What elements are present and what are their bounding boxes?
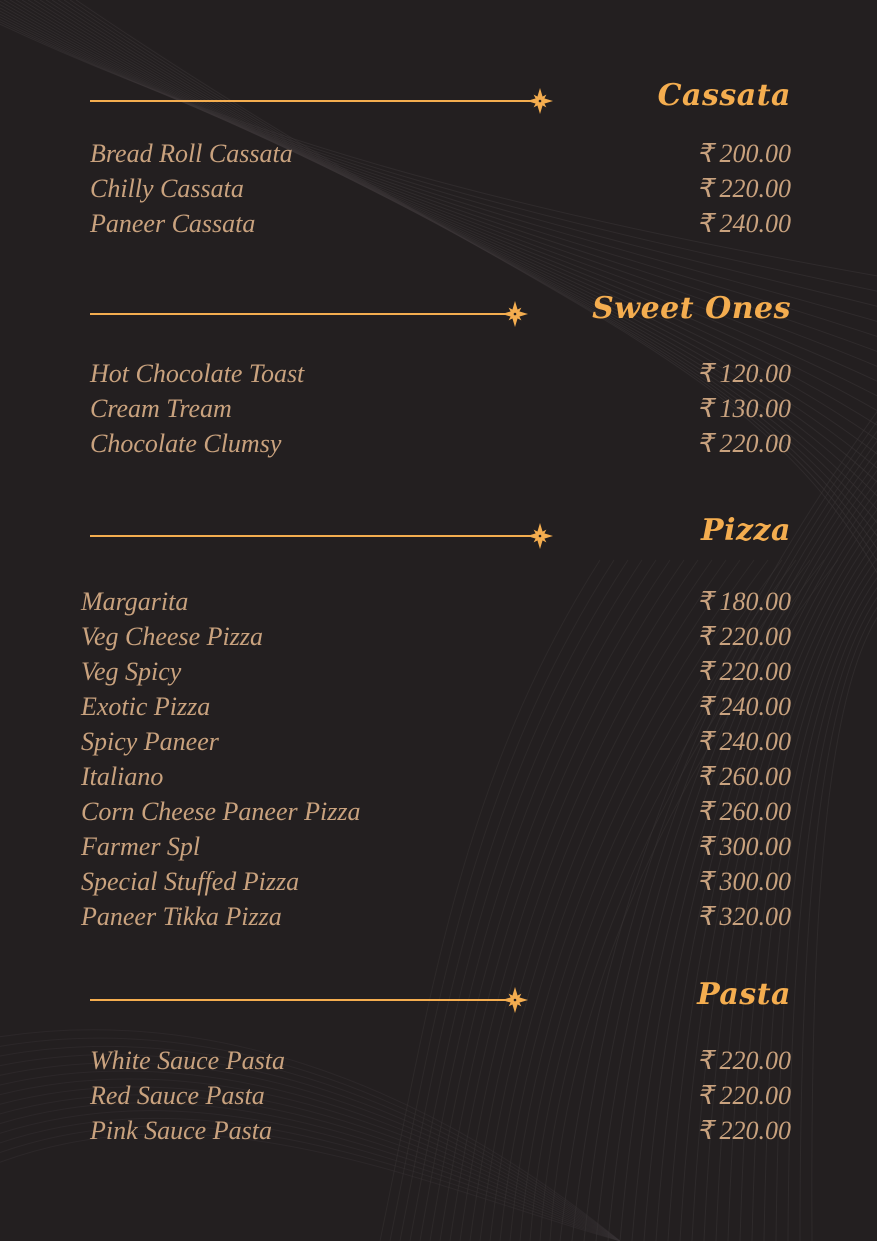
item-price: ₹ 220.00 [696, 657, 791, 686]
item-price: ₹ 300.00 [696, 832, 791, 861]
item-name: Exotic Pizza [81, 692, 211, 721]
item-name: Italiano [81, 762, 164, 791]
menu-item [0, 619, 877, 654]
menu-item [0, 759, 877, 794]
section-title: Cassata [657, 78, 791, 113]
item-price: ₹ 260.00 [696, 762, 791, 791]
item-price: ₹ 240.00 [696, 727, 791, 756]
item-price: ₹ 180.00 [696, 587, 791, 616]
menu-item [0, 654, 877, 689]
item-name: Chilly Cassata [90, 174, 244, 203]
item-price: ₹ 240.00 [696, 692, 791, 721]
section-title: Pizza [701, 513, 791, 548]
item-name: Hot Chocolate Toast [90, 359, 305, 388]
menu-item [0, 899, 877, 934]
item-name: Chocolate Clumsy [90, 429, 282, 458]
item-name: Corn Cheese Paneer Pizza [81, 797, 361, 826]
item-name: Veg Spicy [81, 657, 182, 686]
item-price: ₹ 220.00 [696, 622, 791, 651]
menu-item [0, 356, 877, 391]
star-ornament-icon [500, 299, 530, 329]
item-price: ₹ 220.00 [696, 1081, 791, 1110]
item-price: ₹ 240.00 [696, 209, 791, 238]
item-name: Margarita [81, 587, 189, 616]
item-price: ₹ 120.00 [696, 359, 791, 388]
menu-item [0, 689, 877, 724]
item-name: Red Sauce Pasta [90, 1081, 265, 1110]
menu-item [0, 391, 877, 426]
menu-item [0, 206, 877, 241]
menu-item [0, 136, 877, 171]
section-divider [90, 535, 530, 537]
item-price: ₹ 130.00 [696, 394, 791, 423]
item-price: ₹ 320.00 [696, 902, 791, 931]
section-divider [90, 313, 505, 315]
item-price: ₹ 300.00 [696, 867, 791, 896]
item-name: Paneer Tikka Pizza [81, 902, 282, 931]
menu-item [0, 794, 877, 829]
item-price: ₹ 220.00 [696, 429, 791, 458]
item-price: ₹ 220.00 [696, 174, 791, 203]
item-name: Spicy Paneer [81, 727, 219, 756]
menu-item [0, 724, 877, 759]
item-name: Farmer Spl [81, 832, 201, 861]
item-price: ₹ 220.00 [696, 1046, 791, 1075]
menu-item [0, 584, 877, 619]
item-name: Bread Roll Cassata [90, 139, 293, 168]
section-title: Sweet Ones [592, 291, 791, 326]
menu-item [0, 171, 877, 206]
menu-item [0, 1043, 877, 1078]
item-name: White Sauce Pasta [90, 1046, 285, 1075]
menu-item [0, 864, 877, 899]
item-name: Veg Cheese Pizza [81, 622, 263, 651]
item-name: Special Stuffed Pizza [81, 867, 300, 896]
menu-item [0, 1078, 877, 1113]
section-divider [90, 999, 505, 1001]
menu-item [0, 1113, 877, 1148]
item-name: Pink Sauce Pasta [90, 1116, 272, 1145]
menu-item [0, 426, 877, 461]
item-price: ₹ 220.00 [696, 1116, 791, 1145]
item-price: ₹ 200.00 [696, 139, 791, 168]
item-name: Cream Tream [90, 394, 232, 423]
section-title: Pasta [697, 977, 791, 1012]
star-ornament-icon [525, 86, 555, 116]
item-name: Paneer Cassata [90, 209, 256, 238]
section-divider [90, 100, 530, 102]
star-ornament-icon [500, 985, 530, 1015]
menu-item [0, 829, 877, 864]
item-price: ₹ 260.00 [696, 797, 791, 826]
star-ornament-icon [525, 521, 555, 551]
